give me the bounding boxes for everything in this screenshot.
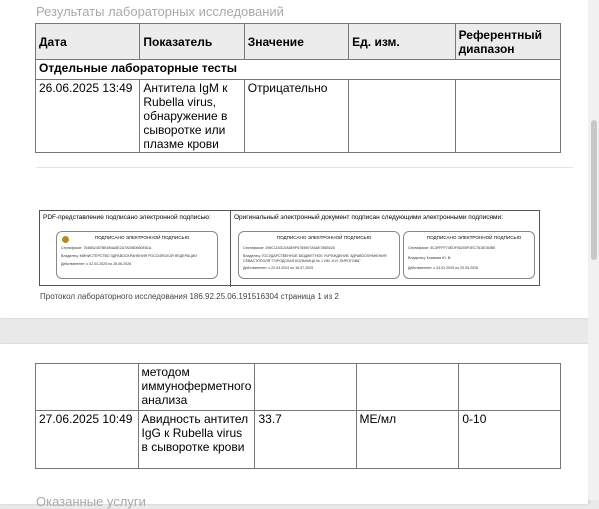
table-header-row [36,24,561,60]
protocol-footer: Протокол лабораторного исследования 186.92.25.06.191516304 страница 1 из 2 [40,292,339,301]
header-value: Значение [244,24,348,60]
pdf-signature-header: PDF-представление подписано электронной подписью: [43,214,211,221]
cell-date [36,364,139,411]
lab-results-table [35,23,561,153]
signature-block [39,210,540,286]
cell-range: 0-10 [459,411,561,469]
section-title: Результаты лабораторных исследований [36,4,284,19]
cell-unit: МЕ/мл [356,411,459,469]
group-row [36,60,561,80]
stamp-valid: Действителен: с 24.02.2025 по 20.05.2026 [408,265,479,270]
signature-stamp [403,231,535,279]
stamp-valid: Действителен: с 02.04.2025 по 26.06.2026 [61,261,132,266]
header-date: Дата [36,24,140,60]
scrollbar[interactable] [588,0,599,500]
stamp-owner: Владелец: ГОСУДАРСТВЕННОЕ БЮДЖЕТНОЕ УЧРЕЖДЕНИЕ ЗДРАВООХРАНЕНИЯ СЕВАСТОПОЛЯ "ГОРОДСКАЯ БОЛЬНИЦА № 1 ИМ. Н.И. ПИРОГОВА" [243,254,387,263]
stamp-owner: Владелец: МИНИСТЕРСТВО ЗДРАВООХРАНЕНИЯ РОССИЙСКОЙ ФЕДЕРАЦИИ [61,254,197,259]
services-title: Оказанные услуги [36,494,146,509]
lab-results-table-continued [35,363,561,469]
cell-indicator: Авидность антител IgG к Rubella virus в сыворотке крови [138,411,255,469]
stamp-title: ПОДПИСАНО ЭЛЕКТРОННОЙ ПОДПИСЬЮ [426,235,522,240]
table-row [36,80,561,153]
cell-unit [349,80,455,153]
cell-value: Отрицательно [244,80,348,153]
divider [36,167,573,168]
stamp-cert: Сертификат: 295C1153C0A6E9F6765907A5AE786B020 [243,246,335,251]
signature-stamp [56,231,218,279]
header-unit: Ед. изм. [349,24,455,60]
stamp-cert: Сертификат: 5C3FFFF74EDF06200F3EC7618C60BE [408,246,496,251]
coat-of-arms-icon [62,236,69,243]
cell-date: 26.06.2025 13:49 [36,80,140,153]
original-signature-column [231,211,539,287]
cell-value: 33.7 [255,411,356,469]
header-indicator: Показатель [140,24,244,60]
stamp-cert: Сертификат: 7548B2457BE4B4A8E2A7A5360650E81A [61,246,152,251]
cell-unit [356,364,459,411]
group-title: Отдельные лабораторные тесты [36,60,561,80]
cell-indicator: Антитела IgM к Rubella virus, обнаружение в сыворотке или плазме крови [140,80,244,153]
cell-date: 27.06.2025 10:49 [36,411,139,469]
table-row [36,411,561,469]
pdf-signature-column [40,211,231,287]
stamp-title: ПОДПИСАНО ЭЛЕКТРОННОЙ ПОДПИСЬЮ [276,235,372,240]
header-range: Референтный диапазон [455,24,560,60]
signature-stamp [238,231,400,279]
stamp-owner: Владелец: Климова Ю. В. [408,256,452,261]
stamp-valid: Действителен: с 22.04.2024 по 16.07.2025 [243,265,314,270]
stamp-title: ПОДПИСАНО ЭЛЕКТРОННОЙ ПОДПИСЬЮ [94,235,190,240]
document-page-2 [0,344,588,509]
cell-indicator: методом иммуноферметного анализа [138,364,255,411]
scrollbar-thumb[interactable] [591,120,597,260]
table-row [36,364,561,411]
cell-range [459,364,561,411]
original-signature-header: Оригинальный электронный документ подписан следующими электронными подписями: [234,214,503,221]
cell-value [255,364,356,411]
cell-range [455,80,560,153]
